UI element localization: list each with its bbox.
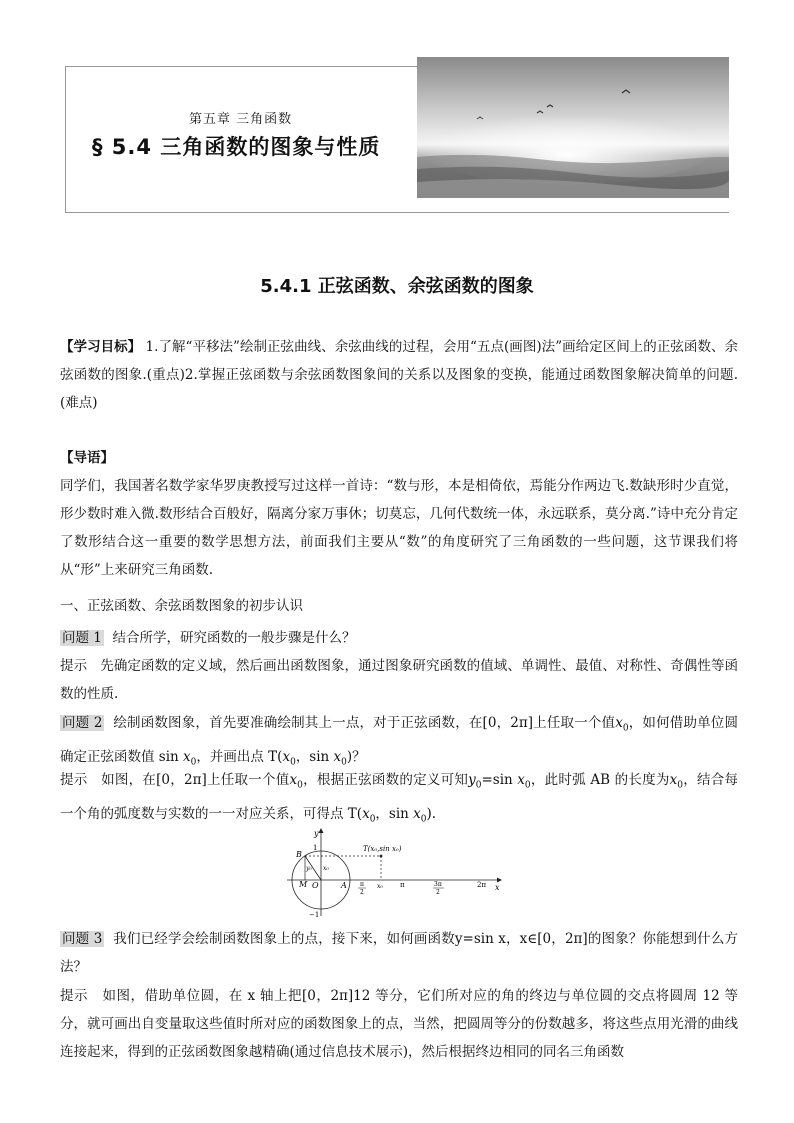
hint-2-label: 提示 xyxy=(60,772,88,788)
objectives-paragraph xyxy=(60,333,738,417)
hint-2 xyxy=(60,766,738,833)
tick-one: 1 xyxy=(313,844,318,852)
hint-2-text-e: ，结合每一个角的弧度数与实数的一一对应关系，可得点 T( xyxy=(60,772,739,822)
var-x: x xyxy=(362,805,370,822)
point-t-dot xyxy=(380,855,383,858)
y0-label: y₀ xyxy=(306,865,312,872)
arc-x0-label: x₀ xyxy=(323,865,329,872)
chapter-label: 第五章 三角函数 xyxy=(189,112,293,127)
hint-2-text-a: 如图，在[0，2π]上任取一个值 xyxy=(101,772,290,788)
sub-0: 0 xyxy=(341,757,347,768)
var-x: x xyxy=(615,715,623,731)
hint-2-text-f: ，sin xyxy=(375,805,414,822)
unit-circle-figure xyxy=(283,826,503,918)
hint-2-text-d: ，此时弧 AB 的长度为 xyxy=(530,772,670,788)
var-x: x xyxy=(669,772,678,788)
x-axis-arrow xyxy=(497,878,502,883)
question-2-text-e: )？ xyxy=(346,748,366,765)
sub-0: 0 xyxy=(622,723,629,734)
var-x: x xyxy=(183,748,191,765)
sub-0: 0 xyxy=(369,814,376,825)
question-2-text-c: ，并画出点 T( xyxy=(196,748,283,765)
var-x: x xyxy=(413,805,421,822)
x-axis-label: x xyxy=(495,883,500,892)
question-1 xyxy=(60,624,738,652)
question-3 xyxy=(60,925,738,981)
question-2-text-d: ，sin xyxy=(295,748,334,765)
sub-0: 0 xyxy=(420,814,427,825)
intro-paragraph: 同学们，我国著名数学家华罗庚教授写过这样一首诗：“数与形，本是相倚依，焉能分作两边飞.数缺形时少直觉，形少数时难入微.数形结合百般好，隔离分家万事休；切莫忘，几何代数统一体，永远联系，莫分离.”诗中充分肯定了数形结合这一重要的数学思想方法，前面我们主要从“数”的角度研究了三角函数的一些问题，这节课我们将从“形”上来研究三角函数. xyxy=(60,478,738,578)
section-title: § 5.4 三角函数的图象与性质 xyxy=(92,135,381,159)
question-1-text: 结合所学，研究函数的一般步骤是什么？ xyxy=(112,630,356,646)
seascape-photo xyxy=(417,57,729,198)
question-3-label: 问题 3 xyxy=(62,931,103,947)
hint-2-text-c: =sin xyxy=(481,772,518,788)
part1-heading: 一、正弦函数、余弦函数图象的初步认识 xyxy=(60,598,303,614)
objectives-text: 1.了解“平移法”绘制正弦曲线、余弦曲线的过程，会用“五点(画图)法”画给定区间上的正弦函数、余弦函数的图象.(重点)2.掌握正弦函数与余弦函数图象间的关系以及图象的变换，能通过函数图象解决简单的问题.(难点) xyxy=(60,339,739,411)
sub-0: 0 xyxy=(290,757,296,768)
hint-1-label: 提示 xyxy=(60,658,88,674)
question-2-text-a: 绘制函数图象，首先要准确绘制其上一点，对于正弦函数，在[0，2π]上任取一个值 xyxy=(113,715,616,731)
tick-3pi-half-num: 3π xyxy=(434,881,442,888)
intro-label-row xyxy=(60,444,738,472)
hint-1 xyxy=(60,652,738,708)
tick-neg-one: −1 xyxy=(309,911,320,918)
var-x: x xyxy=(517,772,525,788)
var-x: x xyxy=(289,772,298,788)
hint-3-label: 提示 xyxy=(60,988,89,1004)
tick-pi: π xyxy=(400,881,405,889)
hint-3-text: 如图，借助单位圆，在 x 轴上把[0，2π]12 等分，它们所对应的角的终边与单位圆的交点将圆周 12 等分，就可画出自变量取这些值时所对应的函数图象上的点，当然，把圆周等分的份数越多，将这些点用光滑的曲线连接起来，得到的正弦函数图象越精确(通过信息技术展示)，然后根据终边相同的同名三角函数 xyxy=(60,988,739,1060)
y-axis-label: y xyxy=(314,829,319,838)
sub-0: 0 xyxy=(524,780,531,791)
tick-x0: x₀ xyxy=(377,883,383,890)
question-3-text: 我们已经学会绘制函数图象上的点，接下来，如何画函数y=sin x，x∈[0，2π]的图象？你能想到什么方法？ xyxy=(60,931,738,975)
sub-0: 0 xyxy=(475,780,482,791)
point-m-label: M xyxy=(299,880,308,889)
hint-2-text-b: ，根据正弦函数的定义可知 xyxy=(302,772,469,788)
sub-0: 0 xyxy=(677,780,684,791)
var-y: y xyxy=(468,772,476,788)
var-x: x xyxy=(333,748,342,765)
point-b-label: B xyxy=(296,850,302,859)
point-t-label: T(x₀,sin x₀) xyxy=(363,845,402,853)
var-x: x xyxy=(282,748,291,765)
hint-1-text: 先确定函数的定义域，然后画出函数图象，通过图象研究函数的值域、单调性、最值、对称性、奇偶性等函数的性质. xyxy=(60,658,739,702)
hint-3 xyxy=(60,982,738,1066)
point-a-label: A xyxy=(341,881,347,890)
sub-0: 0 xyxy=(190,757,197,768)
intro-label: 【导语】 xyxy=(60,450,114,466)
objectives-label: 【学习目标】 xyxy=(60,339,142,355)
sub-0: 0 xyxy=(297,780,303,791)
question-2-text-b: ，如何借助单位圆确定正弦函数值 sin xyxy=(60,715,738,765)
question-1-label: 问题 1 xyxy=(62,630,102,646)
question-2-label: 问题 2 xyxy=(62,715,103,731)
lesson-title: 5.4.1 正弦函数、余弦函数的图象 xyxy=(260,276,534,297)
tick-pi-half-num: π xyxy=(360,881,364,888)
point-o-label: O xyxy=(312,881,319,890)
tick-2pi: 2π xyxy=(477,881,487,889)
y-axis-arrow xyxy=(319,828,324,833)
tick-pi-half-den: 2 xyxy=(360,889,364,896)
tick-3pi-half-den: 2 xyxy=(436,889,440,896)
hint-2-text-g: ). xyxy=(426,805,437,822)
